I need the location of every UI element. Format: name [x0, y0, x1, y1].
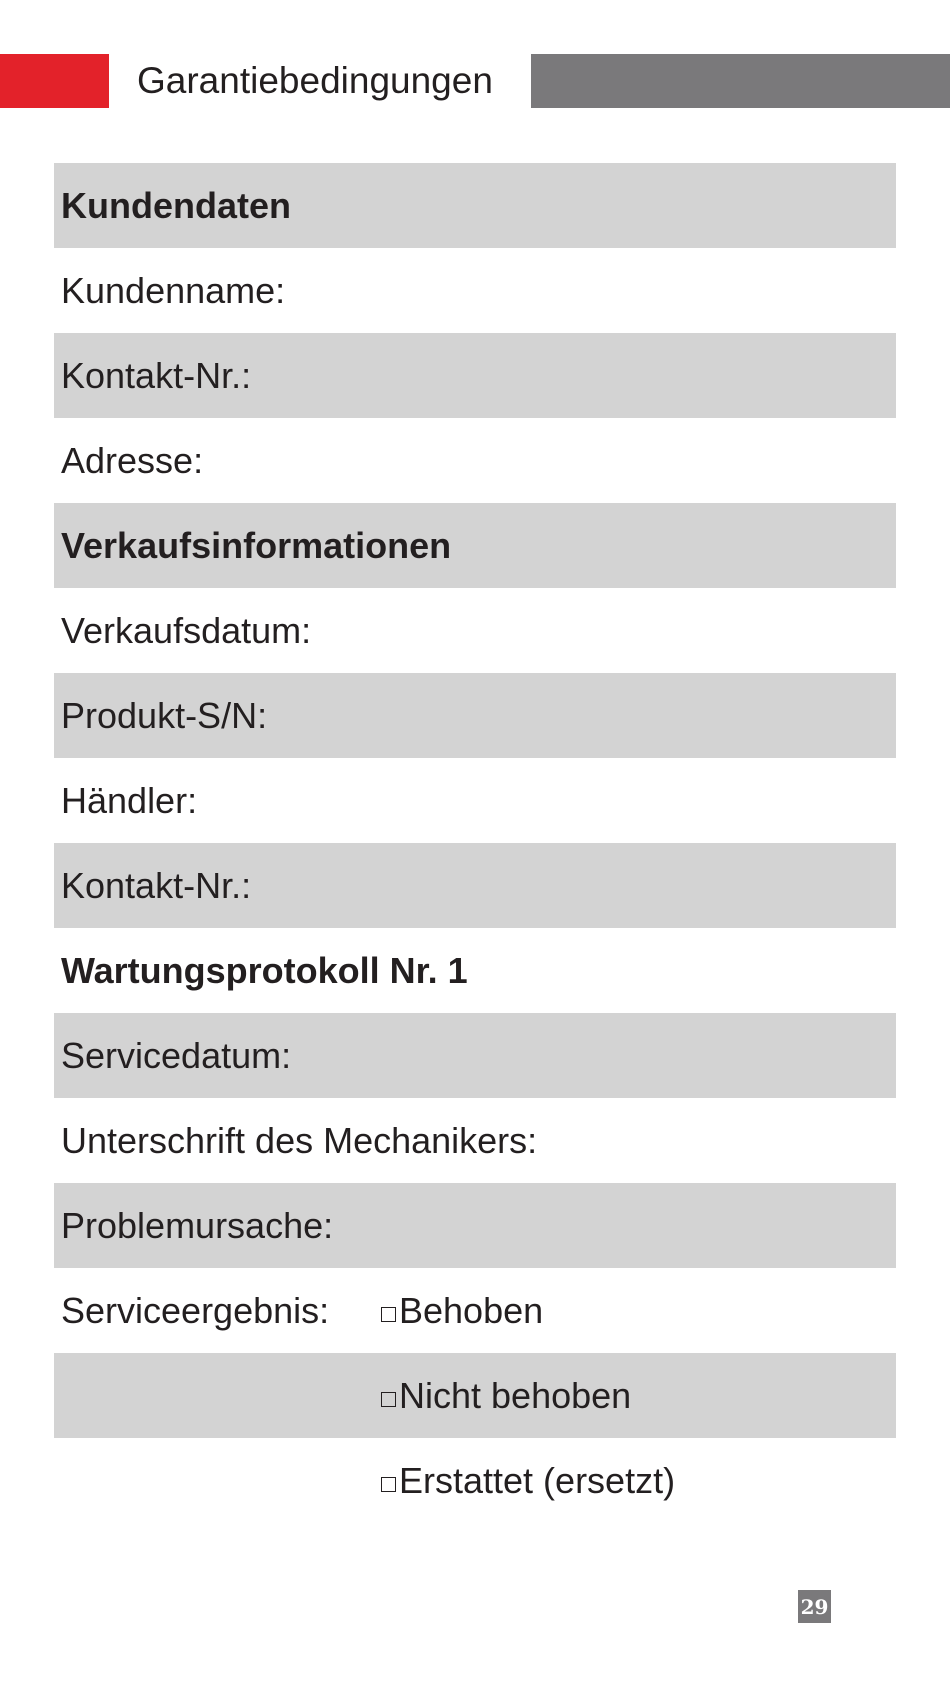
checkbox[interactable]: [381, 1392, 396, 1407]
field-label: Kundenname:: [61, 269, 286, 311]
field-service-date[interactable]: [54, 1013, 896, 1098]
field-service-result-option: [54, 1438, 896, 1523]
option-label: Nicht behoben: [399, 1374, 632, 1416]
header-gray-bar: [531, 54, 950, 108]
page-title: Garantiebedingungen: [137, 60, 493, 101]
field-label: Adresse:: [61, 439, 204, 481]
field-problem-cause[interactable]: [54, 1183, 896, 1268]
field-dealer-contact[interactable]: [54, 843, 896, 928]
section-heading-label: Kundendaten: [61, 184, 291, 226]
field-label: Servicedatum:: [61, 1034, 292, 1076]
field-label: Problemursache:: [61, 1204, 334, 1246]
field-sale-date[interactable]: [54, 588, 896, 673]
field-service-result-option: [54, 1353, 896, 1438]
page-header: [0, 54, 950, 108]
field-label: Produkt-S/N:: [61, 694, 268, 736]
field-product-serial[interactable]: [54, 673, 896, 758]
section-heading-label: Verkaufsinformationen: [61, 524, 452, 566]
field-label: Händler:: [61, 779, 198, 821]
section-heading: [54, 163, 896, 248]
section-heading: [54, 928, 896, 1013]
field-label: Kontakt-Nr.:: [61, 864, 252, 906]
field-customer-contact[interactable]: [54, 333, 896, 418]
option-resolved[interactable]: [381, 1268, 543, 1353]
field-label: Kontakt-Nr.:: [61, 354, 252, 396]
checkbox[interactable]: [381, 1477, 396, 1492]
field-mechanic-signature[interactable]: [54, 1098, 896, 1183]
field-dealer[interactable]: [54, 758, 896, 843]
warranty-form: [54, 163, 896, 1523]
field-address[interactable]: [54, 418, 896, 503]
checkbox[interactable]: [381, 1307, 396, 1322]
section-heading-label: Wartungsprotokoll Nr. 1: [61, 949, 468, 991]
option-not-resolved[interactable]: [381, 1353, 631, 1438]
page-number: 29: [798, 1590, 831, 1623]
section-heading: [54, 503, 896, 588]
field-label: Serviceergebnis:: [61, 1289, 330, 1331]
header-accent-bar: [0, 54, 109, 108]
option-refunded[interactable]: [381, 1438, 675, 1523]
option-label: Erstattet (ersetzt): [399, 1459, 676, 1501]
field-customer-name[interactable]: [54, 248, 896, 333]
field-label: Verkaufsdatum:: [61, 609, 312, 651]
field-label: Unterschrift des Mechanikers:: [61, 1119, 538, 1161]
field-service-result: [54, 1268, 896, 1353]
option-label: Behoben: [399, 1289, 544, 1331]
